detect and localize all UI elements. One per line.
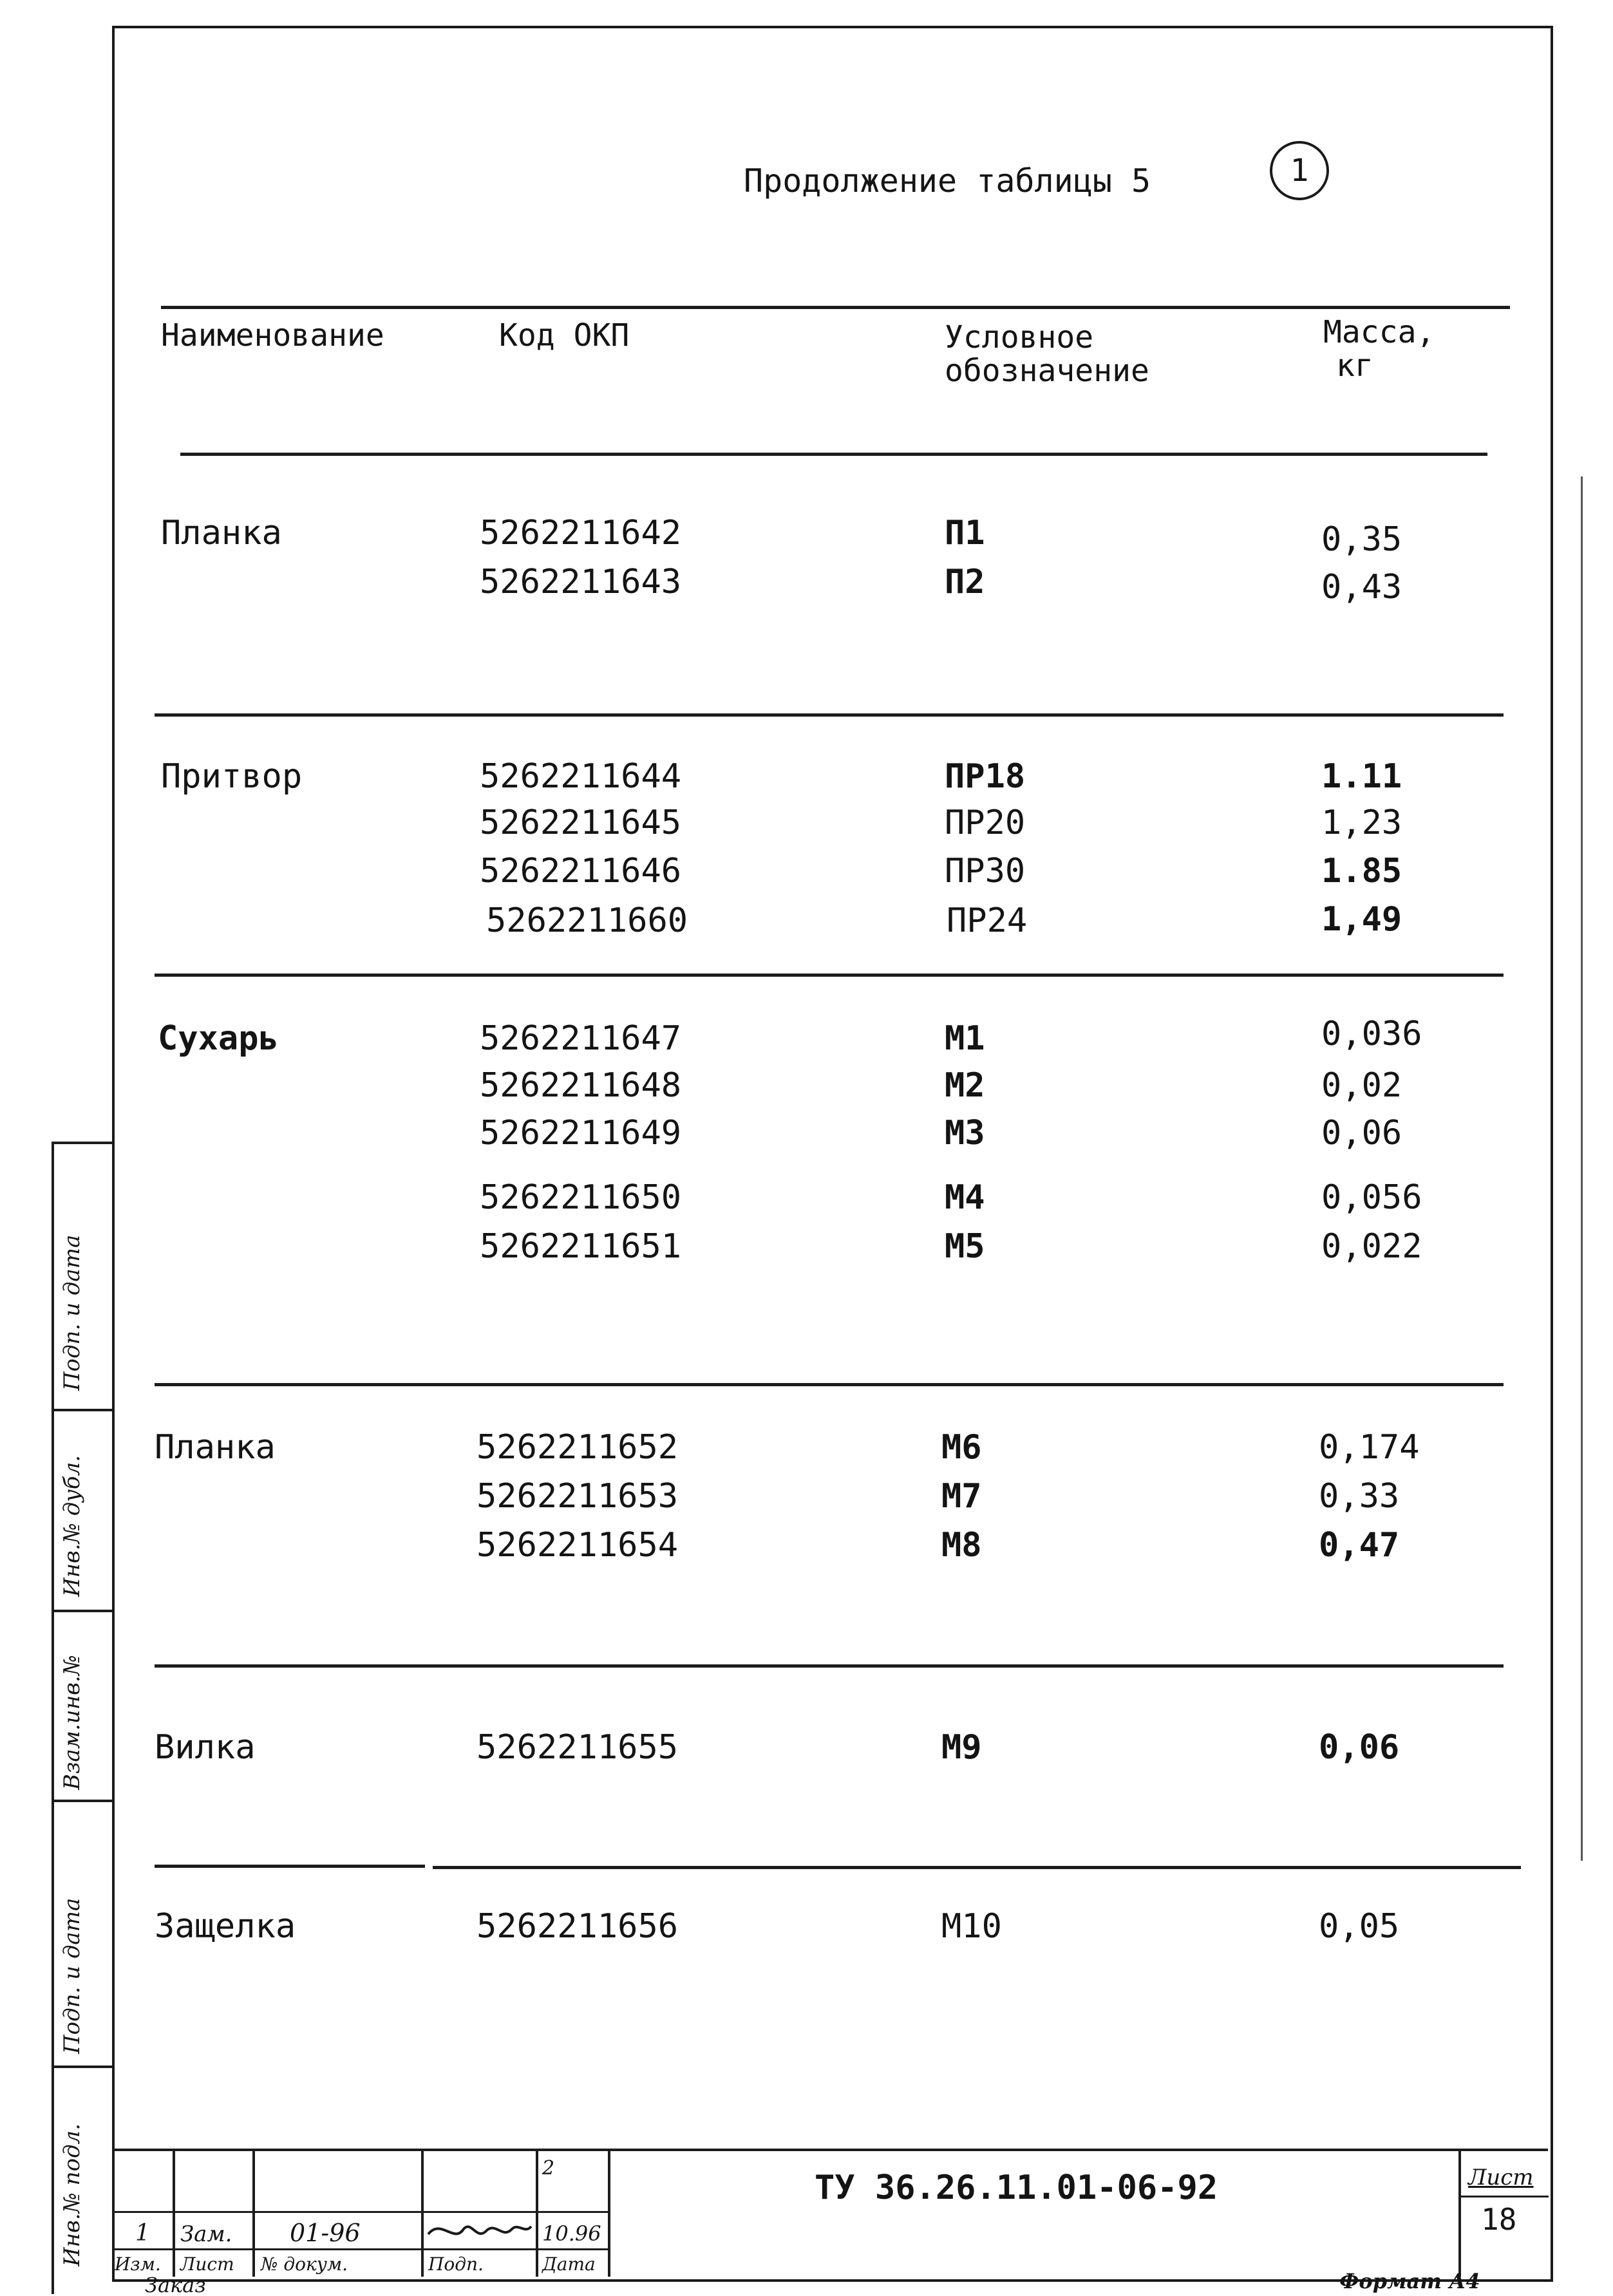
scan-edge-line xyxy=(1581,476,1583,1861)
side-stamp-divider xyxy=(52,1800,113,1802)
row-designation: ПР24 xyxy=(947,901,1028,940)
format-label: Формат А4 xyxy=(1339,2269,1480,2293)
row-code: 5262211651 xyxy=(480,1227,682,1266)
sheet-label: Лист xyxy=(1468,2165,1534,2190)
row-code: 5262211645 xyxy=(480,804,682,842)
side-stamp-divider xyxy=(52,2065,113,2068)
row-mass: 0,43 xyxy=(1321,568,1402,607)
row-code: 5262211642 xyxy=(480,514,682,552)
side-stamp-divider xyxy=(52,1409,113,1411)
row-code: 5262211656 xyxy=(476,1907,679,1946)
row-code: 5262211643 xyxy=(480,563,682,601)
column-header-mass-line1: Масса, xyxy=(1323,314,1435,350)
row-code: 5262211644 xyxy=(480,757,682,796)
row-designation: П1 xyxy=(945,514,985,552)
row-designation: ПР30 xyxy=(945,852,1026,890)
rev-date: 10.96 xyxy=(542,2221,601,2246)
row-code: 5262211655 xyxy=(476,1728,679,1767)
row-mass: 0,47 xyxy=(1319,1526,1400,1565)
row-mass: 0,022 xyxy=(1321,1227,1422,1266)
col-label-list: Лист xyxy=(180,2254,234,2275)
row-code: 5262211646 xyxy=(480,852,682,890)
row-designation: ПР20 xyxy=(945,804,1026,842)
row-mass: 0,056 xyxy=(1321,1178,1422,1217)
group-name: Притвор xyxy=(161,757,303,796)
row-code: 5262211660 xyxy=(486,901,688,940)
col-label-izm: Изм. xyxy=(115,2254,161,2275)
order-label: Заказ xyxy=(145,2273,206,2296)
group-separator xyxy=(155,1383,1504,1386)
rev-doc: 01-96 xyxy=(290,2219,361,2247)
signature-stroke xyxy=(428,2226,531,2234)
column-header-designation-line1: Условное xyxy=(945,319,1094,355)
column-header-name: Наименование xyxy=(161,317,384,353)
title-block-mid xyxy=(112,2248,608,2250)
group-name: Планка xyxy=(155,1428,276,1467)
row-designation: М8 xyxy=(941,1526,982,1565)
row-designation: М6 xyxy=(941,1428,982,1467)
row-designation: М10 xyxy=(941,1907,1002,1946)
rev-number: 1 xyxy=(135,2220,150,2246)
header-top-rule xyxy=(161,306,1510,309)
row-designation: ПР18 xyxy=(945,757,1026,796)
column-header-code: Код ОКП xyxy=(499,317,630,353)
column-header-designation xyxy=(945,321,1149,388)
title-block-col xyxy=(1458,2150,1461,2277)
col-label-date: Дата xyxy=(542,2254,596,2275)
group-separator xyxy=(155,713,1504,717)
row-code: 5262211654 xyxy=(476,1526,679,1565)
sheet-number: 18 xyxy=(1481,2202,1517,2237)
row-code: 5262211652 xyxy=(476,1428,679,1467)
row-designation: М1 xyxy=(945,1019,985,1058)
group-name: Защелка xyxy=(155,1907,296,1946)
group-separator xyxy=(155,1865,425,1868)
group-name: Вилка xyxy=(155,1728,256,1767)
group-separator xyxy=(433,1866,1521,1869)
col-label-doc: № докум. xyxy=(261,2254,348,2275)
signature xyxy=(425,2215,534,2247)
row-mass: 0,35 xyxy=(1321,520,1402,559)
row-code: 5262211653 xyxy=(476,1477,679,1516)
document-code: ТУ 36.26.11.01-06-92 xyxy=(815,2169,1218,2207)
side-stamp-border xyxy=(52,1143,54,2294)
group-name: Сухарь xyxy=(158,1019,279,1058)
circled-number xyxy=(1270,141,1329,200)
row-mass: 0,33 xyxy=(1319,1477,1400,1516)
row-mass: 0,036 xyxy=(1321,1015,1422,1053)
row-designation: М5 xyxy=(945,1227,985,1266)
header-bottom-rule xyxy=(180,453,1487,456)
title-block-col xyxy=(252,2150,255,2277)
side-stamp-cell: Взам.инв.№ xyxy=(59,1655,85,1790)
title-block-col xyxy=(608,2150,610,2277)
title-block-col xyxy=(421,2150,424,2277)
rev-top-mark: 2 xyxy=(542,2157,555,2179)
title-block-col xyxy=(173,2150,175,2277)
side-stamp-cell: Подп. и дата xyxy=(59,1897,85,2054)
side-stamp-cell: Инв.№ подл. xyxy=(59,2123,85,2266)
side-stamp-divider xyxy=(52,1142,113,1144)
row-code: 5262211650 xyxy=(480,1178,682,1217)
row-code: 5262211647 xyxy=(480,1019,682,1058)
column-header-designation-line2: обозначение xyxy=(945,353,1149,389)
page-title: Продолжение таблицы 5 xyxy=(744,162,1151,200)
side-stamp-cell: Подп. и дата xyxy=(59,1234,85,1391)
row-designation: П2 xyxy=(945,563,985,601)
side-stamp-divider xyxy=(52,1610,113,1612)
circled-number-text: 1 xyxy=(1290,153,1309,189)
row-mass: 1,49 xyxy=(1321,900,1402,939)
row-designation: М9 xyxy=(941,1728,982,1767)
row-mass: 0,02 xyxy=(1321,1066,1402,1105)
title-block-top xyxy=(112,2149,1548,2151)
row-mass: 0,174 xyxy=(1319,1428,1420,1467)
row-mass: 0,06 xyxy=(1319,1728,1400,1767)
title-block-mid xyxy=(112,2211,608,2213)
row-mass: 1,23 xyxy=(1321,804,1402,842)
row-designation: М4 xyxy=(945,1178,985,1217)
column-header-mass xyxy=(1323,315,1435,382)
title-block-col xyxy=(536,2150,538,2277)
row-mass: 1.85 xyxy=(1321,852,1402,890)
column-header-mass-line2: кг xyxy=(1336,348,1373,384)
row-designation: М7 xyxy=(941,1477,982,1516)
rev-type: Зам. xyxy=(180,2221,232,2247)
row-code: 5262211648 xyxy=(480,1066,682,1105)
table-row xyxy=(480,558,681,607)
col-label-sign: Подп. xyxy=(428,2254,484,2275)
group-separator xyxy=(155,1664,1504,1668)
title-block-sheet-divider xyxy=(1458,2196,1549,2197)
group-separator xyxy=(155,974,1504,977)
table-row xyxy=(480,509,681,558)
row-mass: 0,06 xyxy=(1321,1114,1402,1153)
row-mass: 1.11 xyxy=(1321,757,1402,796)
side-stamp-cell: Инв.№ дубл. xyxy=(59,1454,85,1597)
group-name: Планка xyxy=(161,514,282,552)
row-mass: 0,05 xyxy=(1319,1907,1400,1946)
row-code: 5262211649 xyxy=(480,1114,682,1153)
row-designation: М3 xyxy=(945,1114,985,1153)
row-designation: М2 xyxy=(945,1066,985,1105)
